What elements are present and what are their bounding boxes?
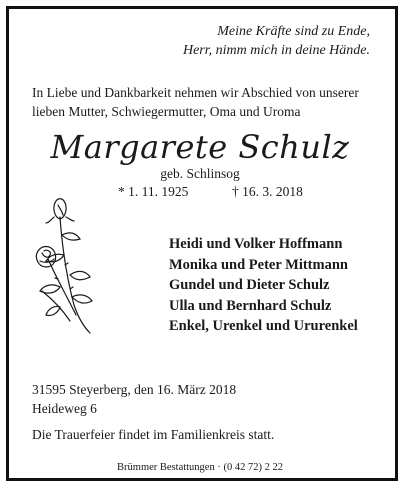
bible-quote	[70, 22, 370, 60]
mourner-line: Gundel und Dieter Schulz	[169, 277, 330, 293]
mourner-line: Enkel, Urenkel und Ururenkel	[169, 318, 358, 334]
mourner-line: Monika und Peter Mittmann	[169, 256, 348, 273]
death-date: † 16. 3. 2018	[232, 184, 303, 199]
quote-line: Meine Kräfte sind zu Ende,	[217, 24, 370, 39]
funeral-home-contact: Brümmer Bestattungen · (0 42 72) 2 22	[113, 462, 287, 473]
place-and-date	[32, 381, 372, 418]
ceremony-note: Die Trauerfeier findet im Familienkreis statt.	[32, 427, 275, 442]
funeral-home-footer	[0, 462, 400, 473]
birth-name: geb. Schlinsog	[160, 166, 240, 181]
birth-date: * 1. 11. 1925	[118, 184, 189, 199]
quote-line: Herr, nimm mich in deine Hände.	[182, 43, 370, 58]
address-line: Heideweg 6	[32, 400, 97, 416]
intro-line: lieben Mutter, Schwiegermutter, Oma und Uroma	[32, 104, 301, 119]
rose-illustration-icon	[30, 195, 100, 335]
address-line: 31595 Steyerberg, den 16. März 2018	[32, 382, 237, 397]
mourner-line: Ulla und Bernhard Schulz	[169, 297, 332, 314]
mourners-list	[169, 234, 389, 337]
intro-line: In Liebe und Dankbarkeit nehmen wir Abschied von unserer	[32, 85, 359, 100]
farewell-intro	[32, 83, 377, 121]
mourner-line: Heidi und Volker Hoffmann	[169, 236, 343, 252]
deceased-name: Margarete Schulz	[50, 128, 350, 166]
